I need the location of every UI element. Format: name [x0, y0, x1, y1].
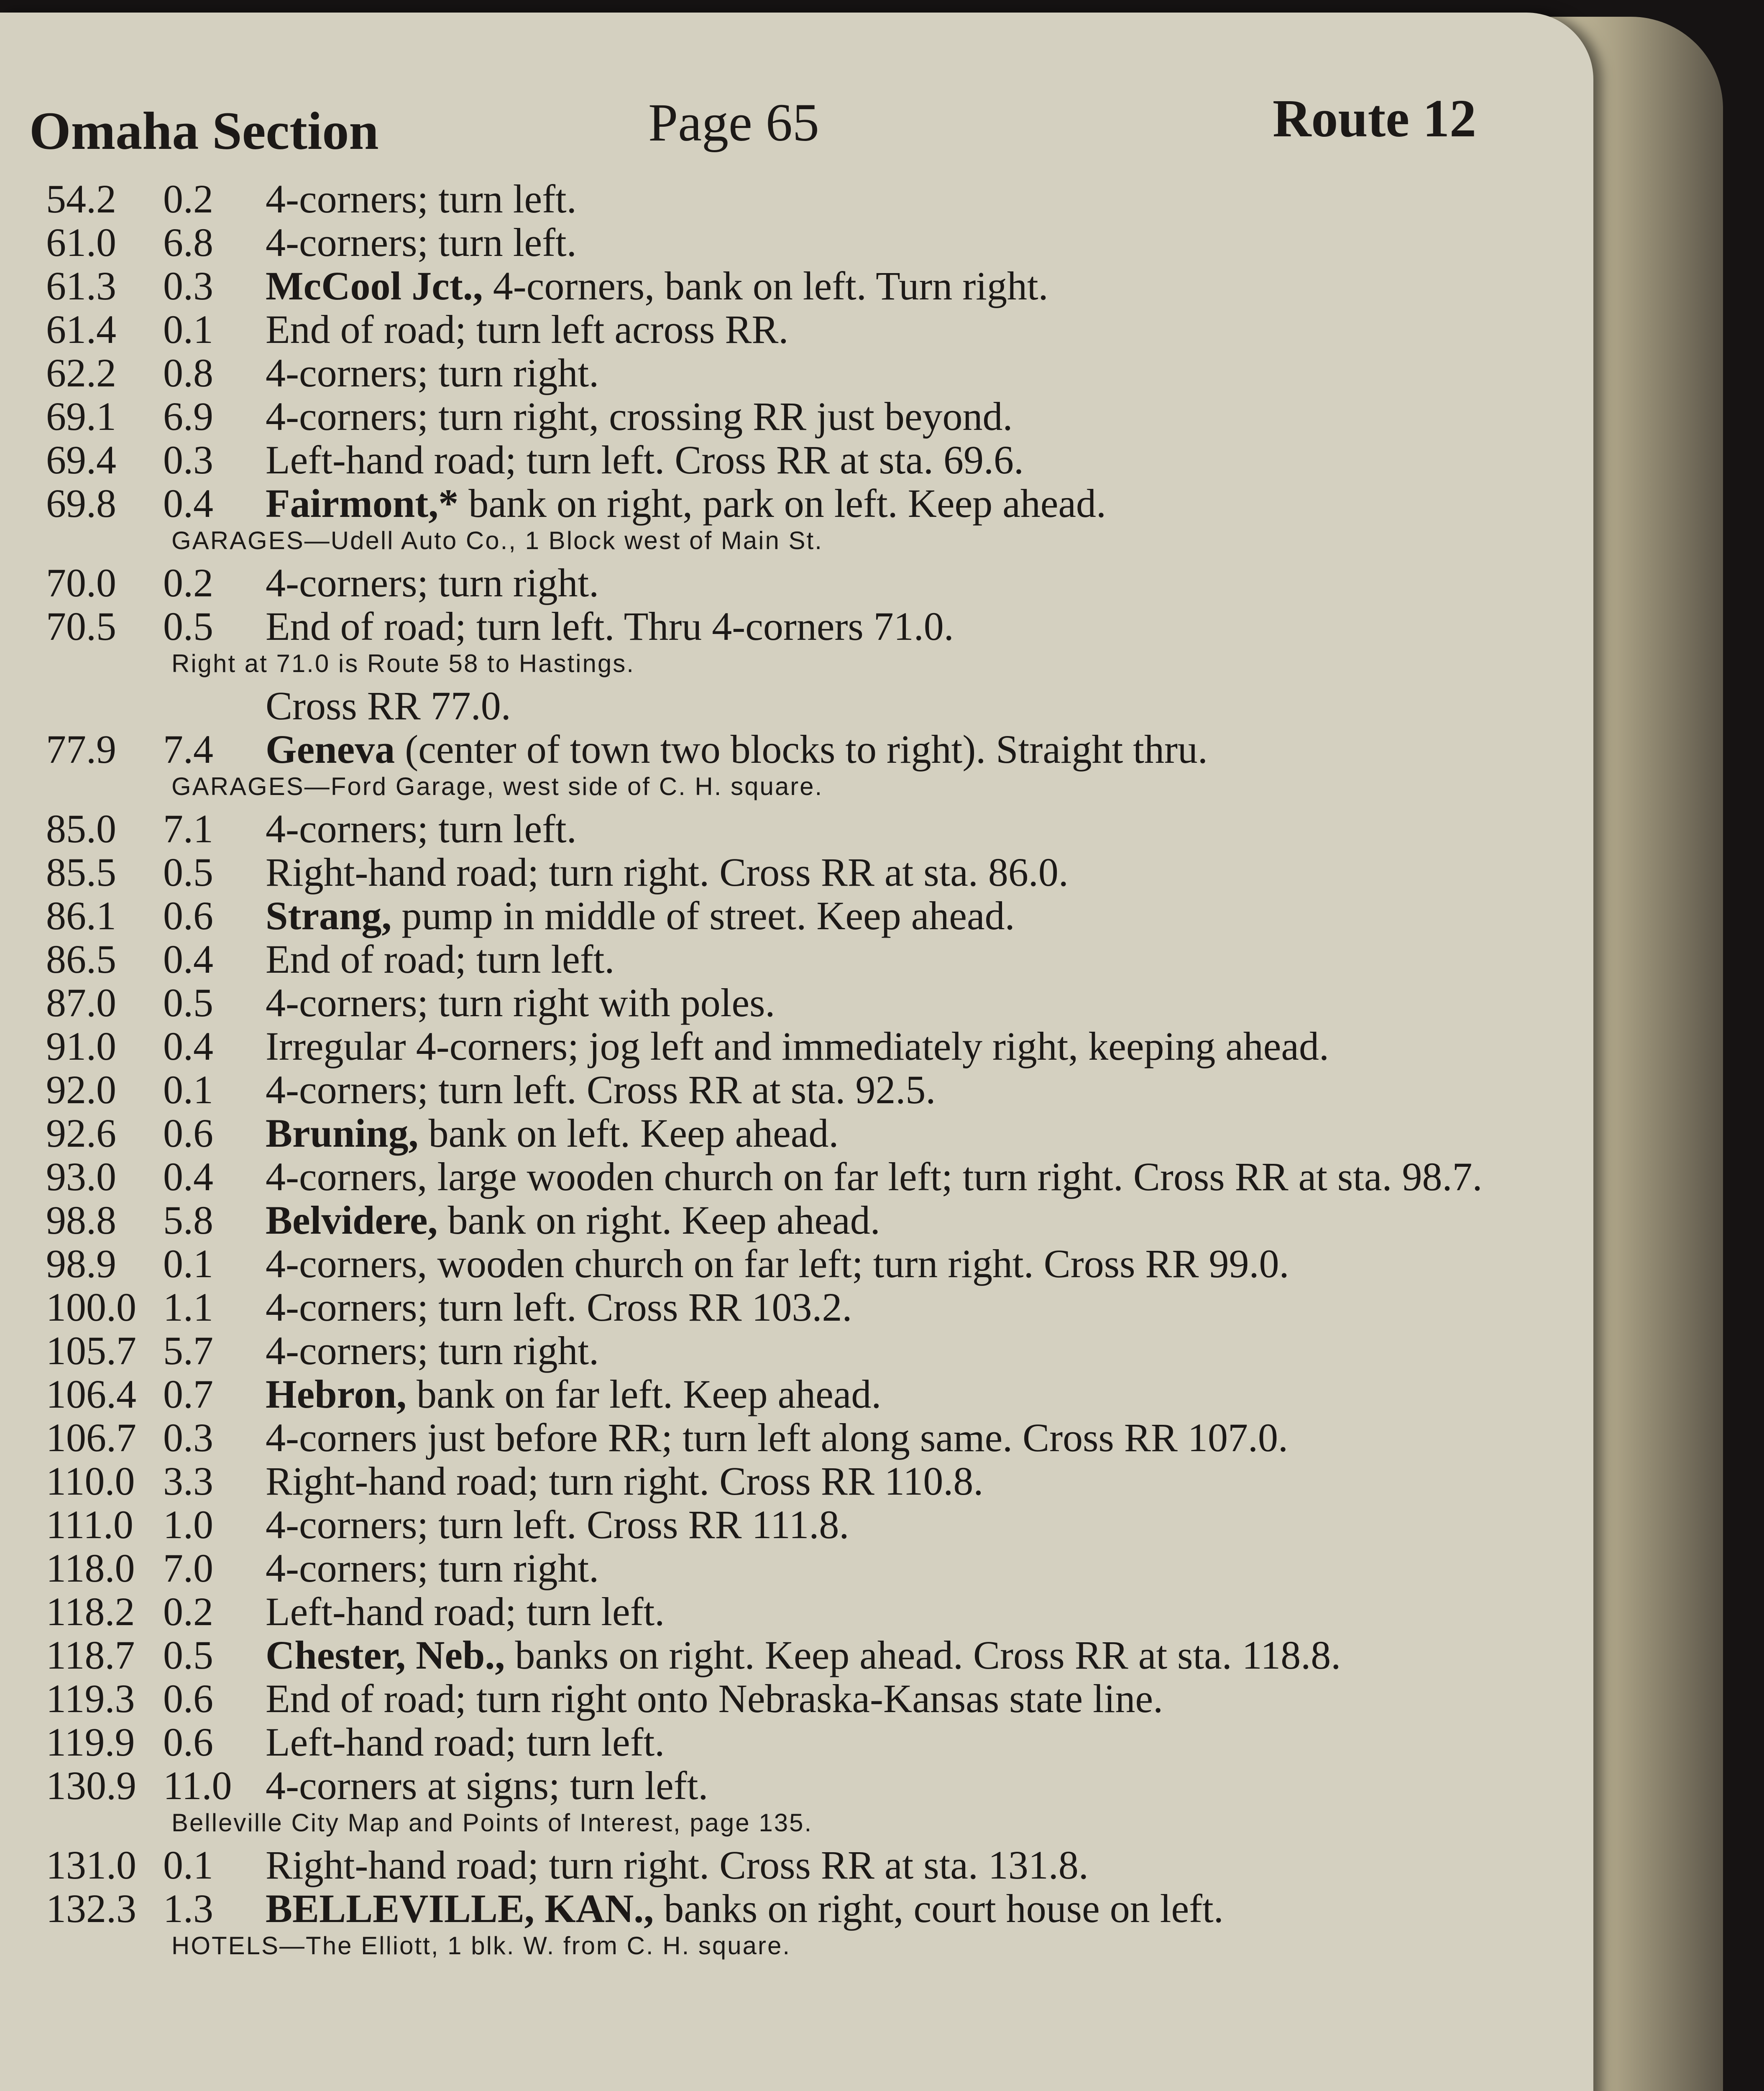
direction-text: (center of town two blocks to right). Straight thru.: [405, 727, 1208, 772]
total-mileage: 119.3: [46, 1676, 135, 1721]
log-entry: [46, 1242, 1510, 1285]
direction-text: Right-hand road; turn right. Cross RR at sta. 131.8.: [266, 1843, 1089, 1887]
distance-between: 0.6: [163, 1111, 213, 1155]
total-mileage: 92.0: [46, 1067, 116, 1112]
total-mileage: 130.9: [46, 1763, 136, 1808]
log-entry: [46, 178, 1510, 220]
distance-between: 0.5: [163, 604, 213, 649]
log-entry: [46, 1547, 1510, 1590]
distance-between: 0.6: [163, 893, 213, 938]
distance-between: 0.5: [163, 1633, 213, 1677]
direction-text: 4-corners; turn right.: [266, 350, 599, 395]
log-entry: [46, 1844, 1510, 1887]
log-entry: [46, 1721, 1510, 1764]
direction-text: 4-corners; turn right.: [266, 1328, 599, 1373]
direction-text: End of road; turn left.: [266, 937, 615, 982]
distance-between: 7.1: [163, 806, 213, 851]
total-mileage: 106.4: [46, 1372, 136, 1416]
total-mileage: 61.3: [46, 263, 116, 308]
place-name: BELLEVILLE, KAN.,: [266, 1886, 654, 1931]
section-title: Omaha Section: [29, 101, 379, 161]
direction-text: 4-corners just before RR; turn left along same. Cross RR 107.0.: [266, 1415, 1288, 1460]
direction-text: 4-corners; turn left. Cross RR 103.2.: [266, 1285, 852, 1329]
distance-between: 0.4: [163, 1024, 213, 1069]
distance-between: 1.3: [163, 1886, 213, 1931]
log-entry: [46, 439, 1510, 481]
log-entry: [46, 895, 1510, 937]
distance-between: 6.9: [163, 394, 213, 439]
direction-text: Left-hand road; turn left.: [266, 1720, 665, 1764]
total-mileage: 93.0: [46, 1154, 116, 1199]
entry-continuation: Cross RR 77.0.: [266, 683, 511, 728]
total-mileage: 86.5: [46, 937, 116, 982]
distance-between: 0.4: [163, 481, 213, 526]
direction-text: End of road; turn left. Thru 4-corners 71.0.: [266, 604, 954, 649]
total-mileage: 69.4: [46, 437, 116, 482]
distance-between: 0.3: [163, 437, 213, 482]
total-mileage: 132.3: [46, 1886, 136, 1931]
place-name: Hebron,: [266, 1372, 406, 1416]
distance-between: 6.8: [163, 220, 213, 265]
distance-between: 0.4: [163, 1154, 213, 1199]
log-entry: [46, 1460, 1510, 1503]
distance-between: 0.5: [163, 980, 213, 1025]
log-entry: [46, 265, 1510, 307]
direction-text: 4-corners; turn left. Cross RR 111.8.: [266, 1502, 849, 1547]
log-entry: [46, 1503, 1510, 1546]
total-mileage: 54.2: [46, 176, 116, 221]
distance-between: 7.4: [163, 727, 213, 772]
log-entry: [46, 808, 1510, 850]
total-mileage: 119.9: [46, 1720, 135, 1764]
total-mileage: 118.0: [46, 1546, 135, 1590]
total-mileage: 98.8: [46, 1198, 116, 1242]
total-mileage: 98.9: [46, 1241, 116, 1286]
page-header: [29, 84, 1476, 167]
entry-note: Belleville City Map and Points of Interest, page 135.: [171, 1809, 813, 1837]
direction-text: End of road; turn left across RR.: [266, 307, 789, 352]
log-entry: [46, 1677, 1510, 1720]
log-entry: [46, 1112, 1510, 1155]
total-mileage: 118.2: [46, 1589, 135, 1634]
direction-text: Left-hand road; turn left.: [266, 1589, 665, 1634]
book-page: [0, 13, 1593, 2091]
direction-text: 4-corners; turn right, crossing RR just beyond.: [266, 394, 1013, 439]
log-entry: [46, 1329, 1510, 1372]
log-entry: [46, 1373, 1510, 1416]
direction-text: 4-corners, wooden church on far left; turn right. Cross RR 99.0.: [266, 1241, 1289, 1286]
place-name: Chester, Neb.,: [266, 1633, 505, 1677]
direction-text: Right-hand road; turn right. Cross RR 110.8.: [266, 1459, 984, 1503]
distance-between: 0.8: [163, 350, 213, 395]
log-entry: [46, 1764, 1510, 1807]
log-entry: [46, 352, 1510, 394]
log-entry: [46, 562, 1510, 604]
total-mileage: 70.0: [46, 560, 116, 605]
total-mileage: 70.5: [46, 604, 116, 649]
log-entry: [46, 1590, 1510, 1633]
direction-text: bank on right, park on left. Keep ahead.: [468, 481, 1107, 526]
entry-note: GARAGES—Ford Garage, west side of C. H. square.: [171, 772, 823, 800]
page-number: Page 65: [648, 93, 819, 152]
log-entry: [46, 1069, 1510, 1111]
total-mileage: 131.0: [46, 1843, 136, 1887]
direction-text: 4-corners, bank on left. Turn right.: [493, 263, 1048, 308]
total-mileage: 106.7: [46, 1415, 136, 1460]
direction-text: Left-hand road; turn left. Cross RR at sta. 69.6.: [266, 437, 1024, 482]
distance-between: 0.6: [163, 1676, 213, 1721]
log-entry: [46, 982, 1510, 1024]
direction-text: 4-corners at signs; turn left.: [266, 1763, 708, 1808]
log-entry: [46, 1155, 1510, 1198]
total-mileage: 69.8: [46, 481, 116, 526]
distance-between: 0.2: [163, 1589, 213, 1634]
total-mileage: 111.0: [46, 1502, 133, 1547]
total-mileage: 118.7: [46, 1633, 135, 1677]
place-name: McCool Jct.,: [266, 263, 483, 308]
log-entry: [46, 851, 1510, 894]
direction-text: 4-corners; turn left. Cross RR at sta. 92.5.: [266, 1067, 936, 1112]
entry-note: Right at 71.0 is Route 58 to Hastings.: [171, 649, 635, 677]
distance-between: 0.4: [163, 937, 213, 982]
place-name: Strang,: [266, 893, 392, 938]
distance-between: 0.1: [163, 1067, 213, 1112]
distance-between: 0.7: [163, 1372, 213, 1416]
direction-text: 4-corners, large wooden church on far left; turn right. Cross RR at sta. 98.7.: [266, 1154, 1483, 1199]
direction-text: 4-corners; turn right.: [266, 1546, 599, 1590]
distance-between: 5.7: [163, 1328, 213, 1373]
place-name: Belvidere,: [266, 1198, 438, 1242]
entry-note: GARAGES—Udell Auto Co., 1 Block west of Main St.: [171, 527, 823, 555]
total-mileage: 105.7: [46, 1328, 136, 1373]
distance-between: 0.1: [163, 1241, 213, 1286]
distance-between: 5.8: [163, 1198, 213, 1242]
direction-text: 4-corners; turn left.: [266, 806, 577, 851]
log-entry: [46, 395, 1510, 438]
distance-between: 0.2: [163, 560, 213, 605]
total-mileage: 61.4: [46, 307, 116, 352]
total-mileage: 61.0: [46, 220, 116, 265]
distance-between: 0.5: [163, 850, 213, 895]
total-mileage: 85.5: [46, 850, 116, 895]
log-entry: [46, 728, 1510, 771]
log-entry: [46, 1887, 1510, 1930]
total-mileage: 110.0: [46, 1459, 135, 1503]
direction-text: 4-corners; turn right.: [266, 560, 599, 605]
log-entry: [46, 605, 1510, 648]
distance-between: 0.6: [163, 1720, 213, 1764]
total-mileage: 100.0: [46, 1285, 136, 1329]
direction-text: Irregular 4-corners; jog left and immediately right, keeping ahead.: [266, 1024, 1329, 1069]
distance-between: 1.1: [163, 1285, 213, 1329]
direction-text: banks on right, court house on left.: [664, 1886, 1224, 1931]
total-mileage: 77.9: [46, 727, 116, 772]
log-entry: [46, 1025, 1510, 1068]
direction-text: bank on left. Keep ahead.: [428, 1111, 839, 1155]
total-mileage: 85.0: [46, 806, 116, 851]
total-mileage: 86.1: [46, 893, 116, 938]
direction-text: 4-corners; turn left.: [266, 220, 577, 265]
place-name: Bruning,: [266, 1111, 419, 1155]
place-name: Geneva: [266, 727, 395, 772]
place-name: Fairmont,*: [266, 481, 459, 526]
direction-text: End of road; turn right onto Nebraska-Kansas state line.: [266, 1676, 1163, 1721]
direction-text: bank on right. Keep ahead.: [447, 1198, 880, 1242]
log-entry: [46, 308, 1510, 351]
total-mileage: 62.2: [46, 350, 116, 395]
distance-between: 0.1: [163, 307, 213, 352]
route-label: Route 12: [1272, 89, 1476, 148]
log-entry: [46, 482, 1510, 525]
distance-between: 7.0: [163, 1546, 213, 1590]
direction-text: pump in middle of street. Keep ahead.: [401, 893, 1015, 938]
total-mileage: 87.0: [46, 980, 116, 1025]
distance-between: 0.3: [163, 263, 213, 308]
distance-between: 11.0: [163, 1763, 232, 1808]
distance-between: 3.3: [163, 1459, 213, 1503]
total-mileage: 92.6: [46, 1111, 116, 1155]
distance-between: 1.0: [163, 1502, 213, 1547]
log-entry: [46, 1634, 1510, 1677]
route-log: [46, 178, 1510, 1967]
log-entry: [46, 1416, 1510, 1459]
log-entry: [46, 938, 1510, 981]
direction-text: banks on right. Keep ahead. Cross RR at sta. 118.8.: [515, 1633, 1341, 1677]
log-entry: [46, 221, 1510, 264]
log-entry: [46, 1286, 1510, 1329]
total-mileage: 91.0: [46, 1024, 116, 1069]
log-entry: [46, 1199, 1510, 1242]
direction-text: bank on far left. Keep ahead.: [416, 1372, 882, 1416]
direction-text: 4-corners; turn left.: [266, 176, 577, 221]
entry-note: HOTELS—The Elliott, 1 blk. W. from C. H. square.: [171, 1932, 791, 1960]
distance-between: 0.1: [163, 1843, 213, 1887]
total-mileage: 69.1: [46, 394, 116, 439]
distance-between: 0.3: [163, 1415, 213, 1460]
direction-text: Right-hand road; turn right. Cross RR at sta. 86.0.: [266, 850, 1069, 895]
distance-between: 0.2: [163, 176, 213, 221]
direction-text: 4-corners; turn right with poles.: [266, 980, 775, 1025]
